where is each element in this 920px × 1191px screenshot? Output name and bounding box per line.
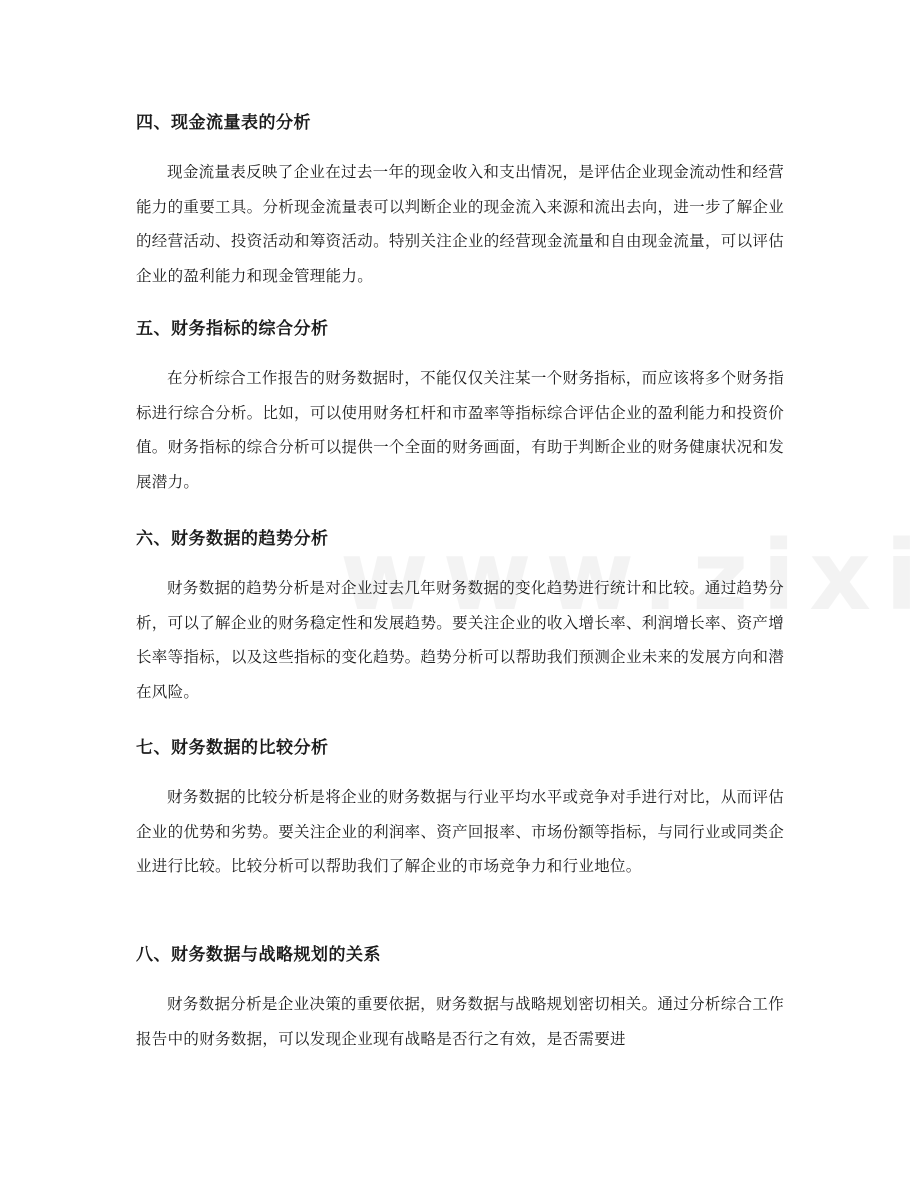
section-paragraph: 在分析综合工作报告的财务数据时，不能仅仅关注某一个财务指标，而应该将多个财务指标进行综合分析。比如，可以使用财务杠杆和市盈率等指标综合评估企业的盈利能力和投资价值。财务指标的综合分析可以提供一个全面的财务画面，有助于判断企业的财务健康状况和发展潜力。 [136,369,784,491]
section-paragraph: 财务数据的比较分析是将企业的财务数据与行业平均水平或竞争对手进行对比，从而评估企业的优势和劣势。要关注企业的利润率、资产回报率、市场份额等指标，与同行业或同类企业进行比较。比较分析可以帮助我们了解企业的市场竞争力和行业地位。 [136,788,784,876]
section-heading: 六、财务数据的趋势分析 [136,529,329,549]
section-heading: 五、财务指标的综合分析 [136,319,329,339]
section-paragraph: 现金流量表反映了企业在过去一年的现金收入和支出情况，是评估企业现金流动性和经营能力的重要工具。分析现金流量表可以判断企业的现金流入来源和流出去向，进一步了解企业的经营活动、投资活动和筹资活动。特别关注企业的经营现金流量和自由现金流量，可以评估企业的盈利能力和现金管理能力。 [136,163,784,285]
section-paragraph: 财务数据的趋势分析是对企业过去几年财务数据的变化趋势进行统计和比较。通过趋势分析，可以了解企业的财务稳定性和发展趋势。要关注企业的收入增长率、利润增长率、资产增长率等指标，以及这些指标的变化趋势。趋势分析可以帮助我们预测企业未来的发展方向和潜在风险。 [136,579,784,701]
section-heading: 七、财务数据的比较分析 [136,738,329,758]
section-paragraph: 财务数据分析是企业决策的重要依据，财务数据与战略规划密切相关。通过分析综合工作报告中的财务数据，可以发现企业现有战略是否行之有效，是否需要进 [136,995,784,1048]
section-heading: 八、财务数据与战略规划的关系 [136,945,381,965]
section-heading: 四、现金流量表的分析 [136,113,311,133]
